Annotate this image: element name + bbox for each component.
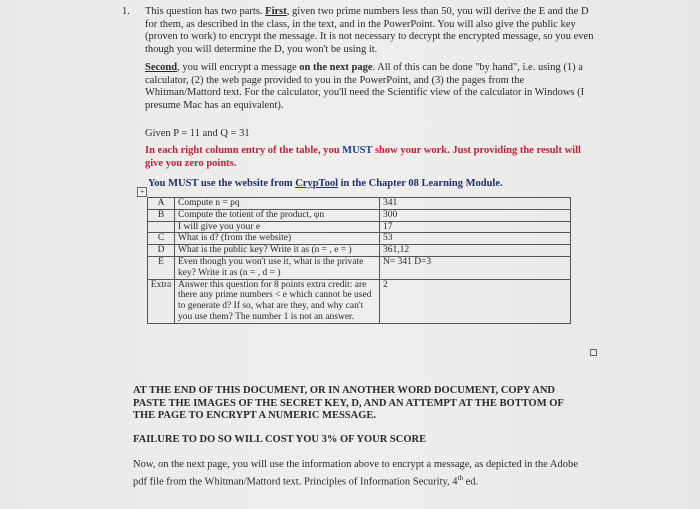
question-number: 1.: [122, 6, 130, 17]
table-row: [148, 279, 595, 323]
next-page-paragraph: Now, on the next page, you will use the information above to encrypt a message, as depicted in the Adobe pdf file from the Whitman/Mattord text. Principles of Information Security, 4th ed.: [133, 459, 578, 488]
first-label: First: [265, 6, 287, 17]
row-extra: [570, 279, 594, 323]
row-value[interactable]: 17: [380, 221, 571, 233]
row-label: D: [148, 245, 175, 257]
row-value[interactable]: 341: [380, 198, 571, 210]
row-label: Extra: [148, 279, 175, 323]
row-value[interactable]: 361,12: [380, 245, 571, 257]
failure-warning: FAILURE TO DO SO WILL COST YOU 3% OF YOUR SCORE: [133, 434, 427, 445]
row-label: E: [148, 256, 175, 279]
table-row: [148, 209, 595, 221]
row-extra: [570, 245, 594, 257]
table-move-handle[interactable]: +: [137, 187, 147, 197]
table-row: [148, 221, 595, 233]
row-extra: [570, 256, 594, 279]
row-extra: [570, 221, 594, 233]
row-extra: [570, 209, 594, 221]
row-label: B: [148, 209, 175, 221]
row-description: Compute the totient of the product, φn: [175, 209, 380, 221]
row-label: A: [148, 198, 175, 210]
row-description: Answer this question for 8 points extra credit: are there any prime numbers < e which cannot be used to generate d? If so, what are they, and why can't you use them? The number 1 is not an answer.: [175, 279, 380, 323]
rsa-table: [147, 197, 595, 324]
given-line: Given P = 11 and Q = 31: [145, 128, 250, 139]
table-row: [148, 245, 595, 257]
row-description: What is the public key? Write it as (n = , e = ): [175, 245, 380, 257]
table-resize-handle[interactable]: [590, 349, 597, 356]
row-description: Even though you won't use it, what is the private key? Write it as (n = , d = ): [175, 256, 380, 279]
table-row: [148, 198, 595, 210]
cryptool-link[interactable]: CrypTool: [295, 178, 338, 189]
table-row: [148, 256, 595, 279]
row-label: C: [148, 233, 175, 245]
row-description: What is d? (from the website): [175, 233, 380, 245]
row-value[interactable]: 2: [380, 279, 571, 323]
second-label: Second: [145, 62, 178, 73]
row-value[interactable]: 53: [380, 233, 571, 245]
row-label: [148, 221, 175, 233]
copy-instruction: AT THE END OF THIS DOCUMENT, OR IN ANOTHER WORD DOCUMENT, COPY AND PASTE THE IMAGES OF THE SECRET KEY, D, AND AN ATTEMPT AT THE BOTTOM OF THE PAGE TO ENCRYPT A NUMERIC MESSAGE.: [133, 385, 564, 422]
table-row: [148, 233, 595, 245]
second-paragraph: Second, you will encrypt a message on the next page. All of this can be done "by hand", i.e. using (1) a calculator, (2) the web page provided to you in the PowerPoint, and (3) the pages from the Whitman/Mattord text. For the calculator, you'll need the Scientific view of the calculator in Windows (I presume Mac has an equivalent).: [145, 62, 585, 111]
warning-text: In each right column entry of the table, you MUST show your work. Just providing the result will give you zero points.: [145, 145, 581, 169]
row-extra: [570, 198, 594, 210]
row-description: I will give you your e: [175, 221, 380, 233]
row-value[interactable]: 300: [380, 209, 571, 221]
website-instruction: You MUST use the website from CrypTool in the Chapter 08 Learning Module.: [148, 178, 503, 189]
intro-paragraph: This question has two parts. First, given two prime numbers less than 50, you will derive the E and the D for them, as described in the class, in the text, and in the PowerPoint. You will also give the public key (proven to work) to encrypt the message. It is not necessary to decrypt the encrypted message, so you even though you will determine the D, you won't be using it.: [145, 6, 594, 55]
row-value[interactable]: N= 341 D=3: [380, 256, 571, 279]
row-extra: [570, 233, 594, 245]
row-description: Compute n = pq: [175, 198, 380, 210]
